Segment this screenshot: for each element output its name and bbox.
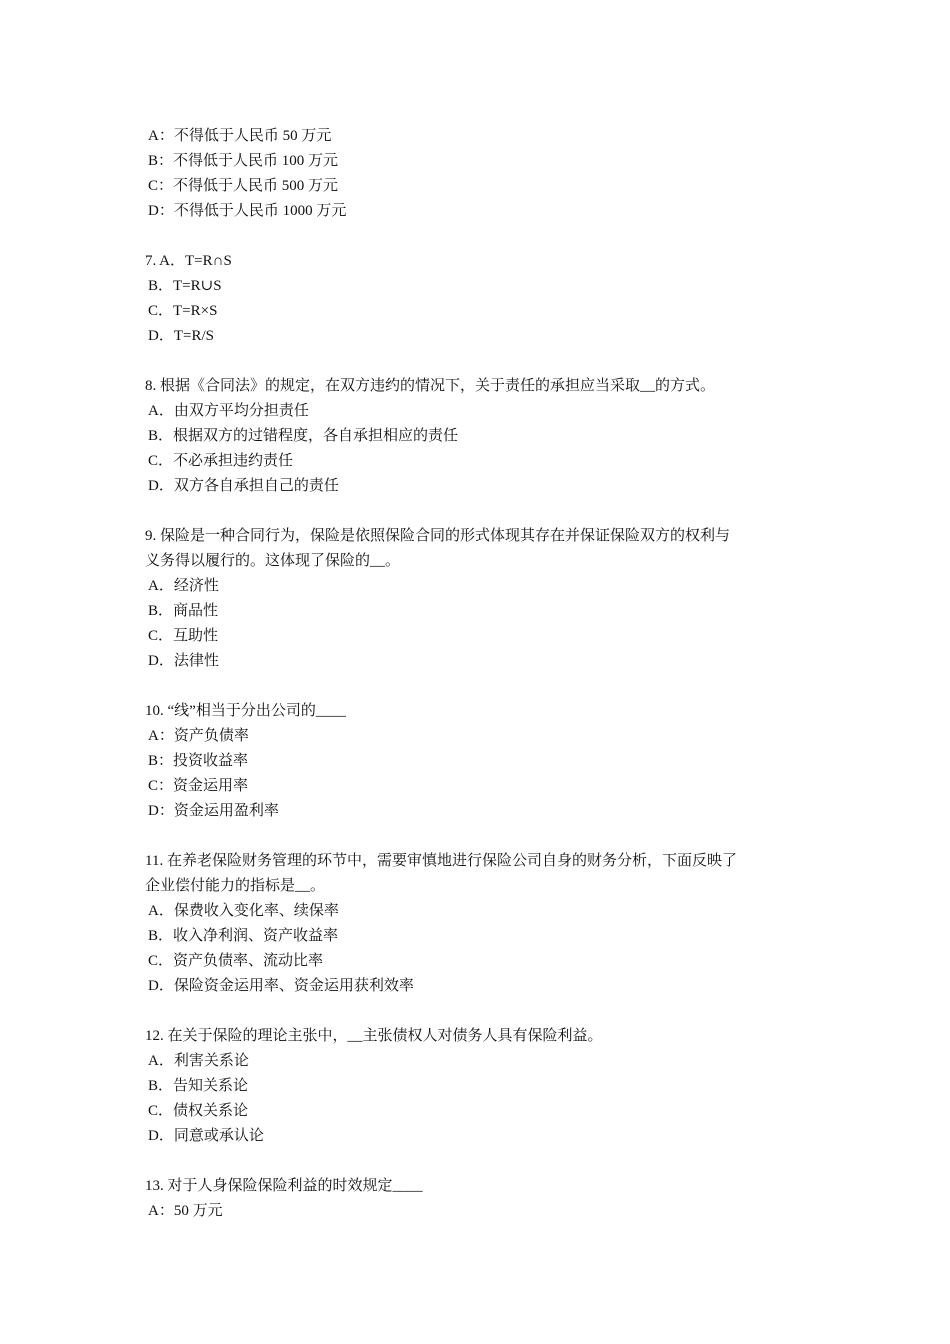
- question-9: [145, 524, 815, 674]
- option-a: A：资产负债率: [148, 728, 249, 744]
- option-c: C．债权关系论: [148, 1103, 249, 1119]
- option-b: B．T=R∪S: [148, 278, 222, 294]
- option-d: D．T=R/S: [148, 328, 214, 344]
- option-b: B．商品性: [148, 603, 219, 619]
- option-d: D．保险资金运用率、资金运用获利效率: [148, 978, 414, 994]
- question-text: 12. 在关于保险的理论主张中，__主张债权人对债务人具有保险利益。: [145, 1028, 603, 1044]
- option-a: A．保费收入变化率、续保率: [148, 903, 339, 919]
- option-c: C：不得低于人民币 500 万元: [148, 178, 339, 194]
- option-b: B．收入净利润、资产收益率: [148, 928, 339, 944]
- option-a: A．由双方平均分担责任: [148, 403, 309, 419]
- option-d: D．法律性: [148, 653, 219, 669]
- question-6: [145, 124, 815, 224]
- question-11: [145, 849, 815, 999]
- question-10: [145, 699, 815, 824]
- question-7: [145, 249, 815, 349]
- option-c: C．T=R×S: [148, 303, 218, 319]
- question-text: 10. “线”相当于分出公司的____: [145, 703, 346, 719]
- option-a: A：不得低于人民币 50 万元: [148, 128, 332, 144]
- question-text: 8. 根据《合同法》的规定，在双方违约的情况下，关于责任的承担应当采取__的方式。: [145, 378, 716, 394]
- question-13: [145, 1174, 815, 1224]
- option-a: A．经济性: [148, 578, 219, 594]
- option-c: C．互助性: [148, 628, 219, 644]
- question-7-first-line: 7. A．T=R∩S: [145, 253, 232, 269]
- question-text-line-1: 11. 在养老保险财务管理的环节中，需要审慎地进行保险公司自身的财务分析，下面反映了: [145, 853, 737, 869]
- question-text: 13. 对于人身保险保险利益的时效规定____: [145, 1178, 423, 1194]
- option-b: B．告知关系论: [148, 1078, 249, 1094]
- option-b: B．根据双方的过错程度，各自承担相应的责任: [148, 428, 459, 444]
- option-d: D：资金运用盈利率: [148, 803, 279, 819]
- option-b: B：不得低于人民币 100 万元: [148, 153, 339, 169]
- option-a: A．利害关系论: [148, 1053, 249, 1069]
- option-c: C：资金运用率: [148, 778, 249, 794]
- question-8: [145, 374, 815, 499]
- option-d: D．双方各自承担自己的责任: [148, 478, 339, 494]
- option-b: B：投资收益率: [148, 753, 249, 769]
- option-d: D．同意或承认论: [148, 1128, 264, 1144]
- question-text-line-2: 义务得以履行的。这体现了保险的__。: [145, 553, 401, 569]
- option-a: A：50 万元: [148, 1203, 223, 1219]
- question-text-line-1: 9. 保险是一种合同行为，保险是依照保险合同的形式体现其存在并保证保险双方的权利与: [145, 528, 731, 544]
- question-text-line-2: 企业偿付能力的指标是__。: [145, 878, 326, 894]
- option-c: C．资产负债率、流动比率: [148, 953, 324, 969]
- question-12: [145, 1024, 815, 1149]
- option-c: C．不必承担违约责任: [148, 453, 294, 469]
- document-body: [145, 124, 815, 1249]
- option-d: D：不得低于人民币 1000 万元: [148, 203, 347, 219]
